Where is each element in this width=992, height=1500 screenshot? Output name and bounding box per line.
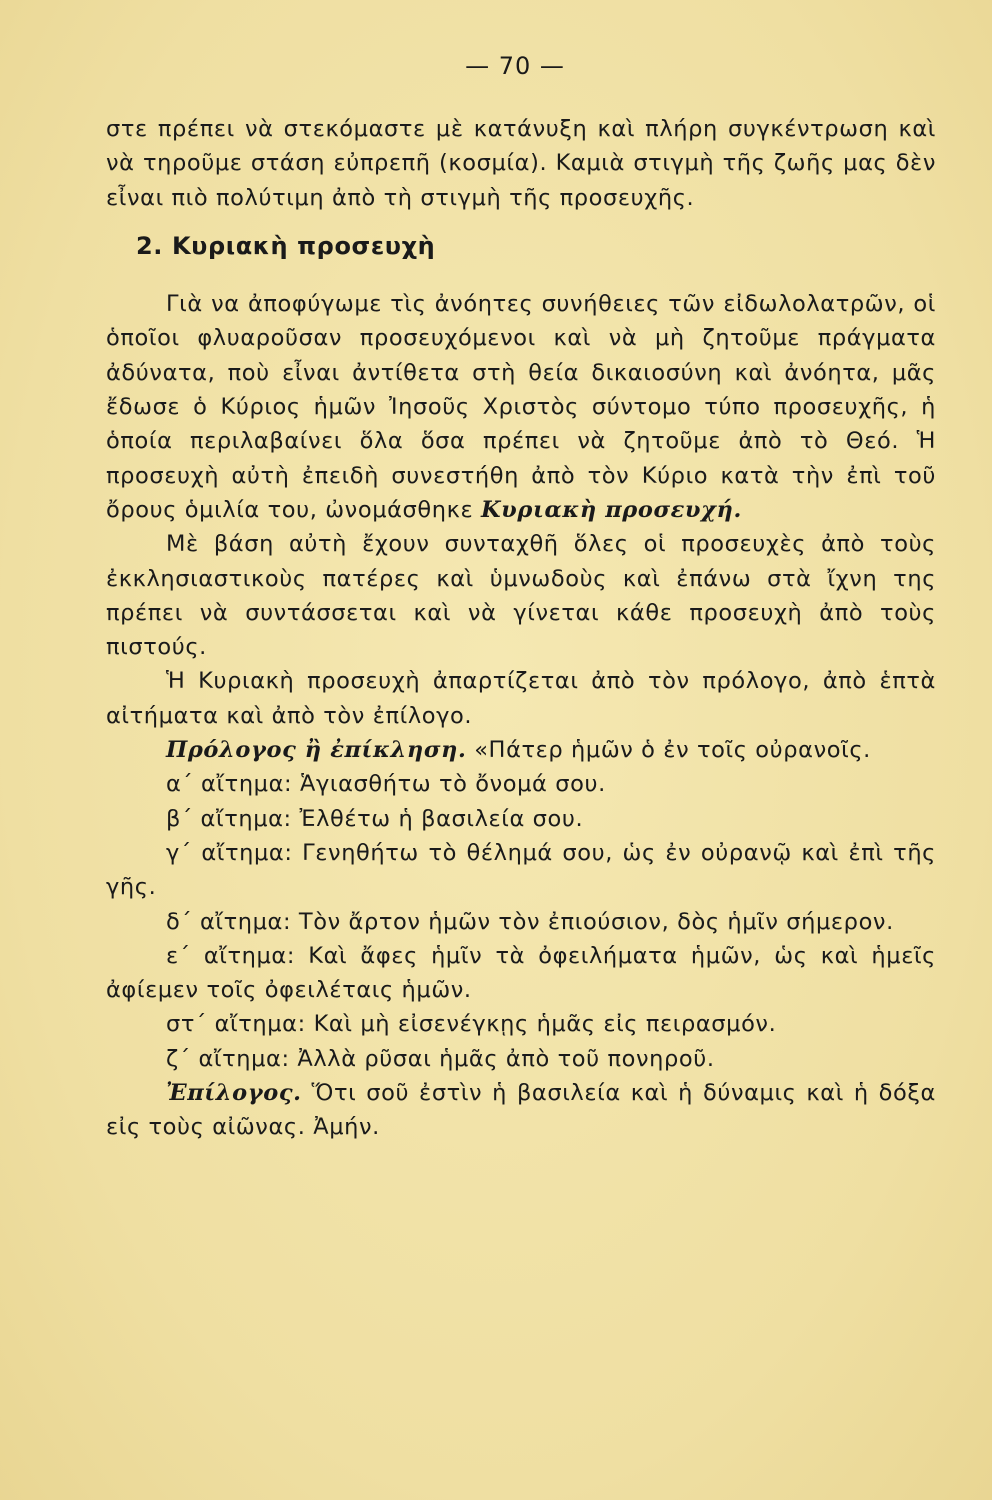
petition-text: Καὶ ἄφες ἡμῖν τὰ ὀφειλήματα ἡμῶν, ὡς καὶ ἡμεῖς ἀφίεμεν τοῖς ὀφειλέταις ἡμῶν. [106,942,936,1004]
petition-item [106,802,936,836]
petition-label: δ΄ αἴτημα: [166,908,292,935]
petition-item [106,767,936,801]
petition-label: στ΄ αἴτημα: [166,1011,306,1038]
paragraph-text: Γιὰ να ἀποφύγωμε τὶς ἀνόητες συνήθειες τῶν εἰδωλολατρῶν, οἱ ὁποῖοι φλυαροῦσαν προσευχόμενοι καὶ νὰ μὴ ζητοῦμε πράγματα ἀδύνατα, ποὺ εἶναι ἀντίθετα στὴ θεία δικαιοσύνη καὶ ἀνόητα, μᾶς ἔδωσε ὁ Κύριος ἡμῶν Ἰησοῦς Χριστὸς σύντομο τύπο προσευχῆς, ἡ ὁποία περιλαβαίνει ὅλα ὅσα πρέπει νὰ ζητοῦμε ἀπὸ τὸ Θεό. Ἡ προσευχὴ αὐτὴ ἐπειδὴ συνεστήθη ἀπὸ τὸν Κύριο κατὰ τὴν ἐπὶ τοῦ ὄρους ὁμιλία του, ὠνομάσθηκε [106,291,936,523]
continuation-paragraph: στε πρέπει νὰ στεκόμαστε μὲ κατάνυξη καὶ πλήρη συγκέντρωση καὶ νὰ τηροῦμε στάση εὐπρεπῆ (κοσμία). Καμιὰ στιγμὴ τῆς ζωῆς μας δὲν εἶναι πιὸ πολύτιμη ἀπὸ τὴ στιγμὴ τῆς προσευχῆς. [106,116,936,211]
petition-item [106,939,936,1008]
prologue-line [106,733,936,767]
paragraph-basis: Μὲ βάση αὐτὴ ἔχουν συνταχθῆ ὅλες οἱ προσευχὲς ἀπὸ τοὺς ἐκκλησιαστικοὺς πατέρες καὶ ὑμνωδοὺς καὶ ἐπάνω στὰ ἴχνη της πρέπει νὰ συντάσσεται καὶ νὰ γίνεται κάθε προσευχὴ ἀπὸ τοὺς πιστούς. [106,531,936,661]
petition-label: ε΄ αἴτημα: [166,942,295,969]
petition-text: Ἀλλὰ ρῦσαι ἡμᾶς ἀπὸ τοῦ πονηροῦ. [297,1045,715,1072]
epilogue-text: Ὅτι σοῦ ἐστὶν ἡ βασιλεία καὶ ἡ δύναμις καὶ ἡ δόξα εἰς τοὺς αἰῶνας. Ἀμήν. [106,1080,936,1141]
petition-item [106,836,936,905]
petition-text: Τὸν ἄρτον ἡμῶν τὸν ἐπιούσιον, δὸς ἡμῖν σήμερον. [298,908,894,935]
petition-label: γ΄ αἴτημα: [166,839,293,866]
petition-text: Ἐλθέτω ἡ βασιλεία σου. [299,805,584,832]
petition-text: Καὶ μὴ εἰσενέγκῃς ἡμᾶς εἰς πειρασμόν. [313,1011,777,1038]
petition-label: ζ΄ αἴτημα: [166,1045,290,1072]
paragraph-lords-prayer-intro [106,287,936,527]
petition-label: β΄ αἴτημα: [166,805,292,832]
epilogue-label: Ἐπίλογος. [166,1080,302,1107]
petition-label: α΄ αἴτημα: [166,771,293,798]
paragraph-structure: Ἡ Κυριακὴ προσευχὴ ἀπαρτίζεται ἀπὸ τὸν πρόλογο, ἀπὸ ἑπτὰ αἰτήματα καὶ ἀπὸ τὸν ἐπίλογο. [106,668,936,729]
petition-item [106,905,936,939]
term-kyriaki-proseuchi: Κυριακὴ προσευχή. [481,496,742,523]
petition-text: Ἁγιασθήτω τὸ ὄνομά σου. [299,771,606,798]
page-body [106,112,936,1145]
section-heading: 2. Κυριακὴ προσευχὴ [136,231,436,260]
epilogue-line [106,1076,936,1145]
petition-item [106,1042,936,1076]
page-number: — 70 — [465,52,565,80]
prologue-label: Πρόλογος ἢ ἐπίκληση. [166,737,467,764]
petition-text: Γενηθήτω τὸ θέλημά σου, ὡς ἐν οὐρανῷ καὶ ἐπὶ τῆς γῆς. [106,839,936,901]
petition-item [106,1007,936,1041]
prologue-text: «Πάτερ ἡμῶν ὁ ἐν τοῖς οὐρανοῖς. [474,737,871,764]
